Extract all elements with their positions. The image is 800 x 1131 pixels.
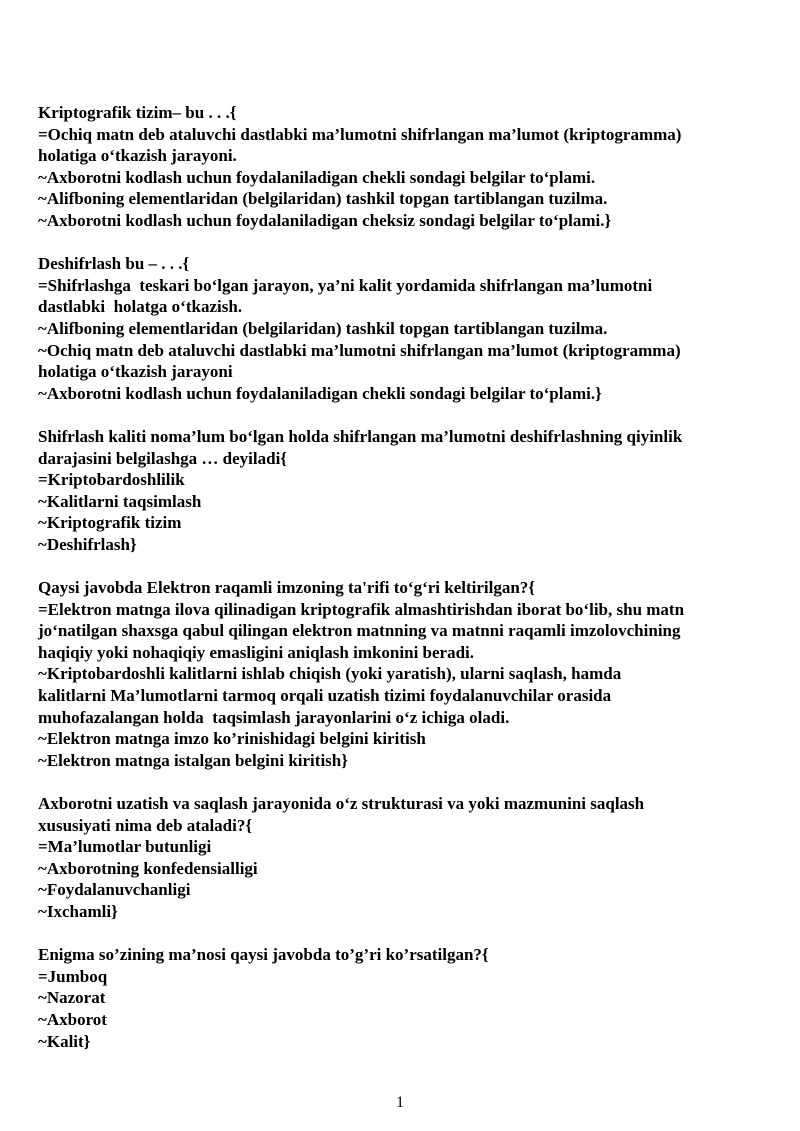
wrong-answer: ~Kalitlarni taqsimlash bbox=[38, 491, 202, 511]
wrong-answer: ~Deshifrlash} bbox=[38, 534, 137, 554]
question-text: Deshifrlash bu – . . .{ bbox=[38, 254, 190, 274]
correct-answer-continued: jo‘natilgan shaxsga qabul qilingan elektron matnning va matnni raqamli imzolovchining bbox=[38, 621, 681, 641]
correct-answer: =Jumboq bbox=[38, 966, 108, 986]
wrong-answer: ~Axborot bbox=[38, 1009, 107, 1029]
correct-answer: =Shifrlashga teskari bo‘lgan jarayon, ya’ni kalit yordamida shifrlangan ma’lumotni bbox=[38, 275, 653, 295]
wrong-answer-continued: holatiga o‘tkazish jarayoni bbox=[38, 362, 233, 382]
document-page bbox=[38, 102, 768, 1074]
wrong-answer: ~Axborotni kodlash uchun foydalaniladigan cheksiz sondagi belgilar to‘plami.} bbox=[38, 210, 612, 230]
wrong-answer: ~Axborotni kodlash uchun foydalaniladigan chekli sondagi belgilar to‘plami.} bbox=[38, 383, 602, 403]
question-block bbox=[38, 426, 768, 556]
question-block bbox=[38, 944, 768, 1052]
wrong-answer: ~Alifboning elementlaridan (belgilaridan) tashkil topgan tartiblangan tuzilma. bbox=[38, 189, 608, 209]
question-block bbox=[38, 793, 768, 923]
wrong-answer: ~Ixchamli} bbox=[38, 901, 118, 921]
correct-answer: =Elektron matnga ilova qilinadigan kriptografik almashtirishdan iborat bo‘lib, shu matn bbox=[38, 599, 685, 619]
wrong-answer-continued: muhofazalangan holda taqsimlash jarayonlarini o‘z ichiga oladi. bbox=[38, 707, 510, 727]
correct-answer: =Kriptobardoshlilik bbox=[38, 470, 185, 490]
wrong-answer: ~Ochiq matn deb ataluvchi dastlabki ma’lumotni shifrlangan ma’lumot (kriptogramma) bbox=[38, 340, 681, 360]
wrong-answer-continued: kalitlarni Ma’lumotlarni tarmoq orqali uzatish tizimi foydalanuvchilar orasida bbox=[38, 686, 612, 706]
wrong-answer: ~Elektron matnga istalgan belgini kiritish} bbox=[38, 750, 348, 770]
wrong-answer: ~Nazorat bbox=[38, 988, 106, 1008]
page-number: 1 bbox=[396, 1094, 404, 1111]
correct-answer: =Ma’lumotlar butunligi bbox=[38, 837, 212, 857]
wrong-answer: ~Kalit} bbox=[38, 1031, 91, 1051]
question-block bbox=[38, 253, 768, 404]
wrong-answer: ~Alifboning elementlaridan (belgilaridan) tashkil topgan tartiblangan tuzilma. bbox=[38, 318, 608, 338]
question-block bbox=[38, 577, 768, 771]
wrong-answer: ~Axborotni kodlash uchun foydalaniladigan chekli sondagi belgilar to‘plami. bbox=[38, 167, 596, 187]
question-text: Enigma so’zining ma’nosi qaysi javobda to’g’ri ko’rsatilgan?{ bbox=[38, 945, 489, 965]
correct-answer-continued: dastlabki holatga o‘tkazish. bbox=[38, 297, 243, 317]
question-block bbox=[38, 102, 768, 232]
wrong-answer: ~Foydalanuvchanligi bbox=[38, 880, 191, 900]
correct-answer: =Ochiq matn deb ataluvchi dastlabki ma’lumotni shifrlangan ma’lumot (kriptogramma) bbox=[38, 124, 682, 144]
wrong-answer: ~Kriptobardoshli kalitlarni ishlab chiqish (yoki yaratish), ularni saqlash, hamda bbox=[38, 664, 622, 684]
question-text-continued: xususiyati nima deb ataladi?{ bbox=[38, 815, 253, 835]
question-text: Shifrlash kaliti noma’lum bo‘lgan holda shifrlangan ma’lumotni deshifrlashning qiyinlik bbox=[38, 426, 683, 446]
question-text: Axborotni uzatish va saqlash jarayonida o‘z strukturasi va yoki mazmunini saqlash bbox=[38, 794, 645, 813]
question-text: Qaysi javobda Elektron raqamli imzoning ta'rifi to‘g‘ri keltirilgan?{ bbox=[38, 578, 536, 598]
question-text-continued: darajasini belgilashga … deyiladi{ bbox=[38, 448, 287, 468]
correct-answer-continued: haqiqiy yoki nohaqiqiy emasligini aniqlash imkonini beradi. bbox=[38, 642, 475, 662]
question-text: Kriptografik tizim– bu . . .{ bbox=[38, 103, 237, 122]
correct-answer-continued: holatiga o‘tkazish jarayoni. bbox=[38, 146, 237, 166]
wrong-answer: ~Elektron matnga imzo ko’rinishidagi belgini kiritish bbox=[38, 729, 426, 749]
wrong-answer: ~Axborotning konfedensialligi bbox=[38, 858, 258, 878]
wrong-answer: ~Kriptografik tizim bbox=[38, 513, 182, 533]
